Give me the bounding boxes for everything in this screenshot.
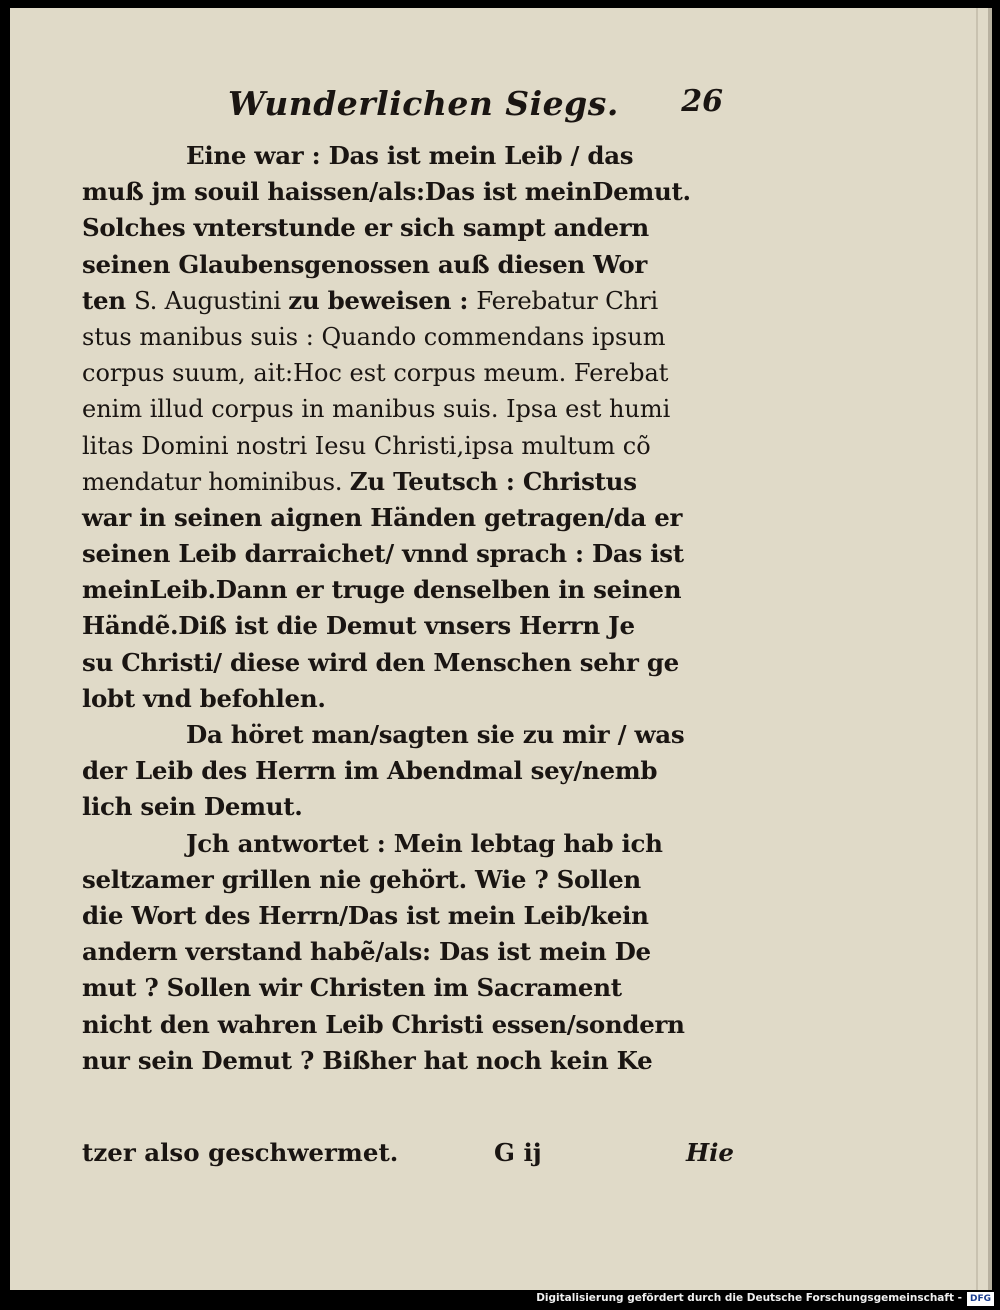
fraktur-text: su Christi/ diese wird den Menschen sehr ge — [82, 647, 679, 677]
latin-text: stus manibus suis : Quando commendans ipsum — [82, 322, 666, 351]
page-number: 26 — [681, 84, 723, 119]
latin-text: litas Domini nostri Iesu Christi,ipsa multum cõ — [82, 431, 651, 460]
latin-text: S. Augustini — [134, 285, 289, 315]
book-page — [10, 8, 992, 1290]
text-line — [82, 319, 742, 355]
fraktur-text: der Leib des Herrn im Abendmal sey/nemb — [82, 756, 658, 786]
text-line — [82, 753, 742, 789]
fraktur-text: Da höret man/sagten sie zu mir / was — [186, 720, 685, 749]
text-line — [82, 1007, 742, 1043]
text-line — [82, 645, 742, 681]
fraktur-text: nur sein Demut ? Bißher hat noch kein Ke — [82, 1045, 653, 1075]
running-title: Wunderlichen Siegs. — [228, 84, 619, 123]
fraktur-text: ten — [82, 285, 135, 315]
fraktur-text: meinLeib.Dann er truge denselben in seinen — [82, 575, 682, 605]
fraktur-text: die Wort des Herrn/Das ist mein Leib/kein — [82, 900, 649, 930]
running-head — [228, 84, 723, 134]
final-line — [82, 1138, 742, 1178]
fraktur-text: Händẽ.Diß ist die Demut vnsers Herrn Je — [82, 611, 635, 641]
fraktur-text: nicht den wahren Leib Christi essen/sondern — [82, 1009, 685, 1039]
text-line — [82, 428, 742, 464]
fraktur-text: lobt vnd befohlen. — [82, 683, 326, 713]
body-text — [82, 138, 742, 1079]
fraktur-text: Solches vnterstunde er sich sampt andern — [82, 213, 649, 243]
fraktur-text: Jch antwortet : Mein lebtag hab ich — [186, 828, 663, 858]
text-line — [82, 283, 742, 319]
fraktur-text: Eine war : Das ist mein Leib / das — [186, 141, 634, 170]
text-line — [82, 572, 742, 608]
catchword: Hie — [685, 1138, 734, 1167]
text-line — [82, 355, 742, 391]
text-line — [82, 500, 742, 536]
text-line — [82, 138, 742, 174]
fraktur-text: seltzamer grillen nie gehört. Wie ? Sollen — [82, 864, 641, 894]
text-line — [82, 608, 742, 644]
text-line — [82, 681, 742, 717]
text-line — [82, 174, 742, 210]
text-line — [82, 247, 742, 283]
fraktur-text: lich sein Demut. — [82, 792, 303, 822]
dfg-logo: DFG — [967, 1292, 994, 1306]
fraktur-text: muß jm souil haissen/als:Das ist meinDemut. — [82, 177, 691, 207]
text-line — [82, 898, 742, 934]
text-line — [82, 464, 742, 500]
fraktur-text: seinen Glaubensgenossen auß diesen Wor — [82, 249, 648, 279]
text-line — [82, 862, 742, 898]
text-line — [82, 826, 742, 862]
text-line — [82, 1043, 742, 1079]
digitization-credit: Digitalisierung gefördert durch die Deutsche Forschungsgemeinschaft - — [536, 1292, 962, 1304]
text-line — [82, 789, 742, 825]
fraktur-text: zu beweisen : — [288, 285, 477, 315]
signature-mark: G ij — [494, 1138, 542, 1167]
latin-text: corpus suum, ait:Hoc est corpus meum. Ferebat — [82, 359, 669, 388]
fraktur-text: andern verstand habẽ/als: Das ist mein De — [82, 937, 651, 967]
text-line — [82, 717, 742, 753]
fraktur-text: war in seinen aignen Händen getragen/da er — [82, 502, 683, 532]
text-line — [82, 536, 742, 572]
text-line — [82, 210, 742, 246]
text-line — [82, 934, 742, 970]
last-text-line: tzer also geschwermet. — [82, 1138, 399, 1167]
fraktur-text: Zu Teutsch : Christus — [349, 466, 637, 496]
fraktur-text: seinen Leib darraichet/ vnnd sprach : Das ist — [82, 539, 684, 569]
latin-text: enim illud corpus in manibus suis. Ipsa est humi — [82, 395, 671, 424]
latin-text: mendatur hominibus. — [82, 466, 350, 496]
fraktur-text: mut ? Sollen wir Christen im Sacrament — [82, 973, 622, 1003]
text-line — [82, 391, 742, 427]
latin-text: Ferebatur Chri — [476, 285, 658, 315]
text-line — [82, 970, 742, 1006]
